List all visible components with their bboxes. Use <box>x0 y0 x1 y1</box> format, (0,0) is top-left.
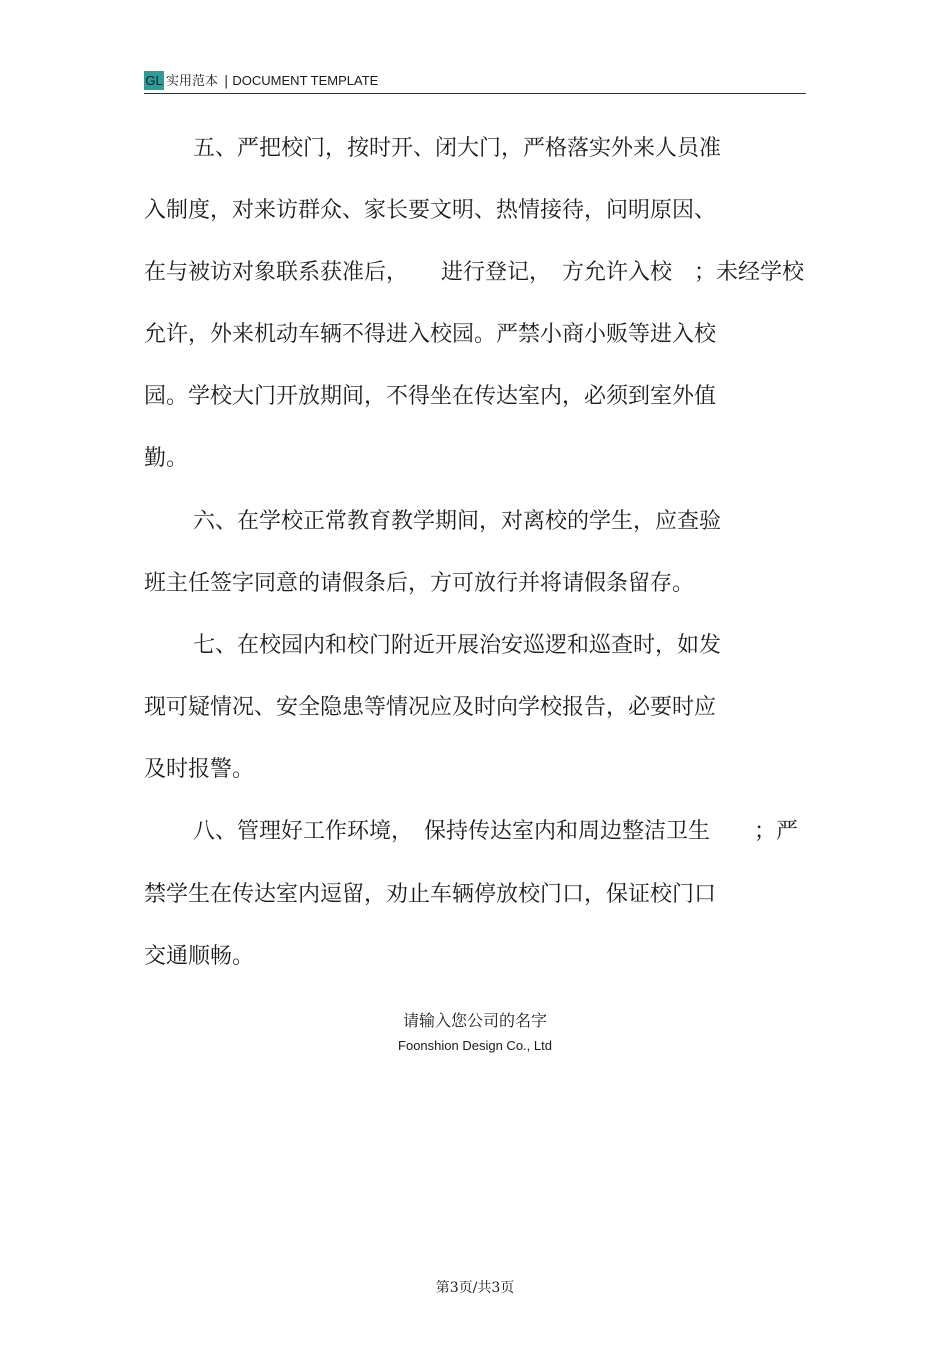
paragraph-line: 园。学校大门开放期间，不得坐在传达室内，必须到室外值 <box>144 384 717 409</box>
header-title-en: DOCUMENT TEMPLATE <box>232 73 379 88</box>
paragraph-line: 现可疑情况、安全隐患等情况应及时向学校报告，必要时应 <box>144 695 717 720</box>
page-number: 第3页/共3页 <box>435 1280 515 1296</box>
paragraph-line: 禁学生在传达室内逗留，劝止车辆停放校门口，保证校门口 <box>144 882 717 907</box>
paragraph-line: 在与被访对象联系获准后， 进行登记， 方允许入校 ；未经学校 <box>144 260 805 285</box>
paragraph-line: 允许，外来机动车辆不得进入校园。严禁小商小贩等进入校 <box>144 322 717 347</box>
paragraph-line: 勤。 <box>144 446 189 471</box>
company-name-en: Foonshion Design Co., Ltd <box>398 1038 552 1053</box>
paragraph-line: 班主任签字同意的请假条后，方可放行并将请假条留存。 <box>144 571 695 596</box>
header-separator: | <box>224 74 229 89</box>
paragraph-line: 交通顺畅。 <box>144 944 255 969</box>
paragraph-line: 及时报警。 <box>144 757 255 782</box>
document-header <box>144 70 806 94</box>
paragraph-line: 八、管理好工作环境， 保持传达室内和周边整洁卫生 ；严 <box>193 819 799 844</box>
paragraph-line: 五、严把校门，按时开、闭大门，严格落实外来人员准 <box>193 136 722 161</box>
header-title <box>166 71 378 91</box>
paragraph-line: 入制度，对来访群众、家长要文明、热情接待，问明原因、 <box>144 198 717 223</box>
gl-logo: GL <box>145 73 163 88</box>
paragraph-line: 六、在学校正常教育教学期间，对离校的学生，应查验 <box>193 509 722 534</box>
company-name-cn: 请输入您公司的名字 <box>402 1011 547 1030</box>
paragraph-line: 七、在校园内和校门附近开展治安巡逻和巡查时，如发 <box>193 633 722 658</box>
header-title-cn: 实用范本 <box>166 74 219 89</box>
